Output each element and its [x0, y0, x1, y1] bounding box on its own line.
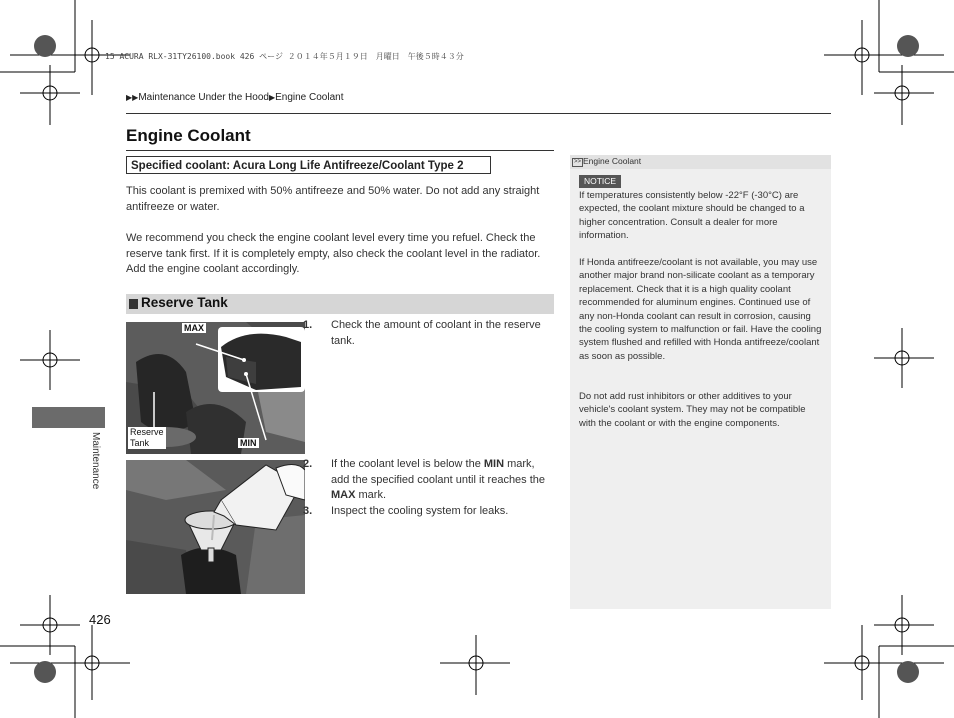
header-divider: [126, 113, 831, 114]
note-paragraph: Do not add rust inhibitors or other additives to your vehicle's coolant system. They may not be compatible with the coolant or with the engine components.: [579, 391, 806, 429]
note-paragraph: If Honda antifreeze/coolant is not available, you may use another major brand non-silicate coolant as a temporary replacement. Check that it is a high quality coolant recommended for aluminum engines. Continued use of any non-Honda coolant can result in corrosion, causing the cooling system to malfunction or fail. Have the cooling system flushed and refilled with Honda antifreeze/coolant as soon as possible.: [579, 257, 822, 362]
page-title: Engine Coolant: [126, 126, 251, 145]
notice-badge: NOTICE: [579, 175, 621, 188]
adding-coolant-figure: [126, 460, 305, 594]
step-3: [303, 504, 555, 520]
reserve-tank-callout: [128, 427, 166, 449]
body-paragraph: This coolant is premixed with 50% antifreeze and 50% water. Do not add any straight antifreeze or water.: [126, 185, 540, 213]
print-line: 15 ACURA RLX-31TY26100.book 426 ページ ２０１４年５月１９日 月曜日 午後５時４３分: [105, 52, 464, 61]
breadcrumb-item[interactable]: Maintenance Under the Hood: [138, 92, 269, 103]
chapter-label[interactable]: Maintenance: [90, 432, 101, 490]
reserve-tank-figure: [126, 322, 305, 454]
note-paragraph: If temperatures consistently below -22°F (-30°C) are expected, the coolant mixture should be changed to a higher concentration. Consult a dealer for more information.: [579, 190, 805, 242]
note-reference: [572, 156, 641, 167]
arrow-icon: ▶: [268, 93, 276, 102]
note-reference-text: Engine Coolant: [583, 156, 642, 166]
min-mark-text: MIN: [483, 458, 505, 470]
title-divider: [126, 150, 554, 151]
step-text: Inspect the cooling system for leaks.: [331, 505, 509, 517]
section-header: [126, 294, 554, 314]
step-text: mark, add the specified coolant until it reaches the: [331, 458, 546, 486]
breadcrumb-item[interactable]: Engine Coolant: [275, 92, 344, 103]
callout-line: Tank: [130, 438, 150, 448]
max-mark-text: MAX: [331, 489, 356, 501]
step-number: 3.: [303, 505, 313, 517]
step-text: Check the amount of coolant in the reserve tank.: [331, 319, 541, 347]
callout-line: Reserve: [130, 427, 164, 437]
double-arrow-icon: ▶▶: [126, 93, 139, 102]
step-text: If the coolant level is below the: [331, 458, 484, 470]
step-text: mark.: [355, 489, 387, 501]
reference-arrow-icon: >>: [574, 159, 582, 165]
section-title: Reserve Tank: [141, 295, 228, 310]
chapter-tab[interactable]: [32, 407, 105, 428]
pouring-coolant-illustration: [126, 460, 305, 594]
page-number: 426: [89, 612, 111, 627]
min-callout: MIN: [240, 438, 257, 448]
body-paragraph: We recommend you check the engine coolant level every time you refuel. Check the reserve tank first. If it is completely empty, also check the coolant level in the radiator. Add the engine coolant accordingly.: [126, 232, 541, 275]
step-1: [303, 318, 555, 349]
breadcrumb: [126, 92, 344, 103]
step-number: 2.: [303, 458, 313, 470]
max-callout: MAX: [184, 323, 204, 333]
square-bullet-icon: [129, 299, 138, 309]
step-number: 1.: [303, 319, 313, 331]
spec-box: Specified coolant: Acura Long Life Antifreeze/Coolant Type 2: [126, 156, 491, 174]
step-2: [303, 457, 555, 504]
